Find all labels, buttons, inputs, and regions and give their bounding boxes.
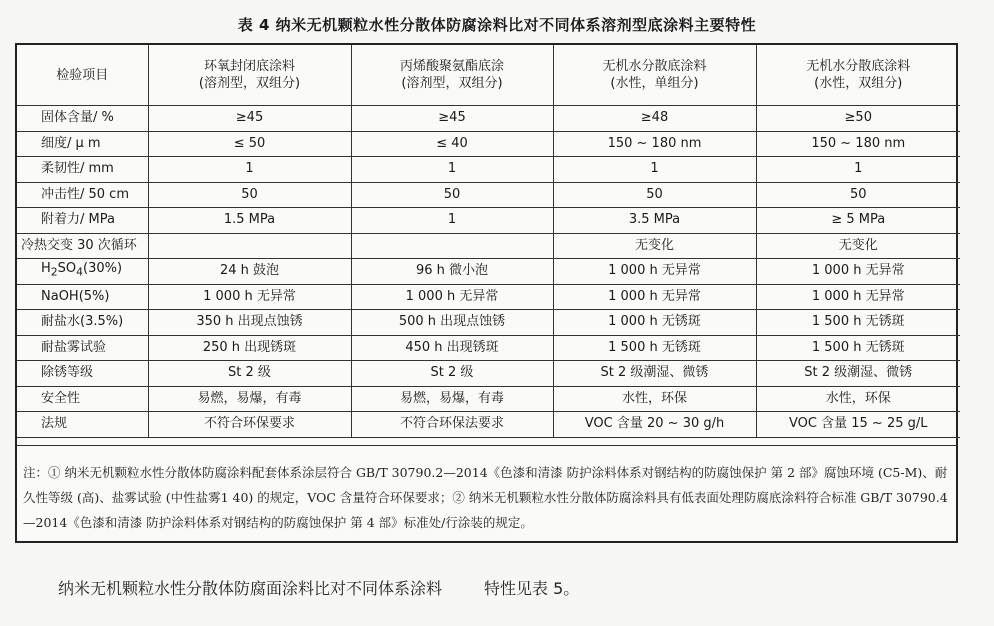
table-cell: 1 000 h 无锈斑 xyxy=(553,310,756,336)
table-cell: 水性，环保 xyxy=(553,386,756,412)
table-cell xyxy=(351,233,553,259)
header-cell xyxy=(351,45,553,106)
table-row xyxy=(17,310,960,336)
header-line2: (水性，单组分) xyxy=(610,76,699,91)
table-cell: 1 500 h 无锈斑 xyxy=(756,310,960,336)
table-row xyxy=(17,131,960,157)
row-label: 细度/ μ m xyxy=(17,131,148,157)
table-cell: VOC 含量 15 ~ 25 g/L xyxy=(756,412,960,438)
table-cell: St 2 级 xyxy=(351,361,553,387)
header-line2: (溶剂型，双组分) xyxy=(401,76,503,91)
row-label: 冲击性/ 50 cm xyxy=(17,182,148,208)
table-cell: VOC 含量 20 ~ 30 g/h xyxy=(553,412,756,438)
header-cell xyxy=(148,45,351,106)
table-cell: 1 xyxy=(351,208,553,234)
formula-part: SO xyxy=(57,261,77,277)
table-cell: ≥45 xyxy=(351,106,553,132)
body-paragraph xyxy=(58,576,579,599)
header-line1: 无机水分散底涂料 xyxy=(806,59,911,74)
table-cell: 150 ~ 180 nm xyxy=(553,131,756,157)
header-line2: (水性，双组分) xyxy=(814,76,903,91)
table-cell: 1 500 h 无锈斑 xyxy=(756,335,960,361)
table-cell: 无变化 xyxy=(756,233,960,259)
table-row xyxy=(17,106,960,132)
row-label: 冷热交变 30 次循环 xyxy=(17,233,148,259)
table-cell: 24 h 鼓泡 xyxy=(148,259,351,285)
row-label: 除锈等级 xyxy=(17,361,148,387)
formula-part: (30%) xyxy=(83,261,123,277)
table-cell: ≥45 xyxy=(148,106,351,132)
header-line1: 检验项目 xyxy=(56,67,109,83)
table-cell: ≥48 xyxy=(553,106,756,132)
table-cell: St 2 级潮湿、微锈 xyxy=(553,361,756,387)
table-row xyxy=(17,386,960,412)
table-row xyxy=(17,412,960,438)
table-title: 表 4 纳米无机颗粒水性分散体防腐涂料比对不同体系溶剂型底涂料主要特性 xyxy=(237,16,757,34)
row-label: 柔韧性/ mm xyxy=(17,157,148,183)
table-header-row xyxy=(17,45,960,106)
table-cell: 96 h 微小泡 xyxy=(351,259,553,285)
header-cell xyxy=(756,45,960,106)
table-row xyxy=(17,284,960,310)
table-cell: 无变化 xyxy=(553,233,756,259)
spec-table xyxy=(17,45,960,438)
table-cell: 3.5 MPa xyxy=(553,208,756,234)
header-line1: 无机水分散底涂料 xyxy=(602,59,707,74)
header-cell xyxy=(553,45,756,106)
table-cell: 50 xyxy=(351,182,553,208)
table-cell: ≥50 xyxy=(756,106,960,132)
paragraph-text-end: 特性见表 5。 xyxy=(484,579,580,598)
table-row xyxy=(17,233,960,259)
table-cell: 1 xyxy=(553,157,756,183)
table-cell: 50 xyxy=(756,182,960,208)
table-row xyxy=(17,157,960,183)
header-line1: 环氧封闭底涂料 xyxy=(203,59,295,74)
header-cell xyxy=(17,45,148,106)
row-label xyxy=(17,259,148,285)
table-cell: 1 500 h 无锈斑 xyxy=(553,335,756,361)
table-cell: ≤ 50 xyxy=(148,131,351,157)
formula-part: H xyxy=(41,261,51,277)
table-footnote: 注：① 纳米无机颗粒水性分散体防腐涂料配套体系涂层符合 GB/T 30790.2—2014《色漆和清漆 防护涂料体系对钢结构的防腐蚀保护 第 2 部》腐蚀环境 (C5-M)、耐久性等级 (高)、盐雾试验 (中性盐雾1 40) 的规定，VOC 含量符合环保要求；② 纳米无机颗粒水性分散体防腐涂料具有低表面处理防腐底涂料符合标准 GB/T 30790.4—2014《色漆和清漆 防护涂料体系对钢结构的防腐蚀保护 第 4 部》标准处/行涂装的规定。 xyxy=(15,445,958,543)
row-label: 耐盐雾试验 xyxy=(17,335,148,361)
table-cell: 1 000 h 无异常 xyxy=(351,284,553,310)
table-cell: 1 000 h 无异常 xyxy=(553,284,756,310)
header-line1: 丙烯酸聚氨酯底涂 xyxy=(399,59,504,74)
table-row xyxy=(17,208,960,234)
table-cell: 1 000 h 无异常 xyxy=(148,284,351,310)
table-cell: 50 xyxy=(553,182,756,208)
table-cell: 1 xyxy=(756,157,960,183)
row-label: 附着力/ MPa xyxy=(17,208,148,234)
table-cell: 不符合环保法要求 xyxy=(351,412,553,438)
row-label: 耐盐水(3.5%) xyxy=(17,310,148,336)
table-cell: ≤ 40 xyxy=(351,131,553,157)
table-cell: 250 h 出现锈斑 xyxy=(148,335,351,361)
table-cell: 150 ~ 180 nm xyxy=(756,131,960,157)
row-label: 固体含量/ % xyxy=(17,106,148,132)
table-row xyxy=(17,335,960,361)
table-cell xyxy=(148,233,351,259)
table-cell: 1.5 MPa xyxy=(148,208,351,234)
table-cell: ≥ 5 MPa xyxy=(756,208,960,234)
table-cell: St 2 级潮湿、微锈 xyxy=(756,361,960,387)
paragraph-text: 纳米无机颗粒水性分散体防腐面涂料比对不同体系涂料 xyxy=(58,579,443,598)
table-row xyxy=(17,182,960,208)
table-cell: 1 000 h 无异常 xyxy=(553,259,756,285)
table-row xyxy=(17,259,960,285)
table-cell: 1 xyxy=(148,157,351,183)
table-cell: 易燃，易爆，有毒 xyxy=(148,386,351,412)
table-cell: 50 xyxy=(148,182,351,208)
table-cell: St 2 级 xyxy=(148,361,351,387)
formula-subscript: 2 xyxy=(50,266,58,280)
table-row xyxy=(17,361,960,387)
table-cell: 1 000 h 无异常 xyxy=(756,259,960,285)
table-cell: 500 h 出现点蚀锈 xyxy=(351,310,553,336)
formula-subscript: 4 xyxy=(76,266,84,280)
table-cell: 水性，环保 xyxy=(756,386,960,412)
row-label: NaOH(5%) xyxy=(17,284,148,310)
row-label: 法规 xyxy=(17,412,148,438)
row-label: 安全性 xyxy=(17,386,148,412)
table-cell: 易燃，易爆，有毒 xyxy=(351,386,553,412)
table-cell: 350 h 出现点蚀锈 xyxy=(148,310,351,336)
header-line2: (溶剂型，双组分) xyxy=(198,76,301,91)
table-cell: 1 xyxy=(351,157,553,183)
table-cell: 不符合环保要求 xyxy=(148,412,351,438)
table-cell: 1 000 h 无异常 xyxy=(756,284,960,310)
table-cell: 450 h 出现锈斑 xyxy=(351,335,553,361)
